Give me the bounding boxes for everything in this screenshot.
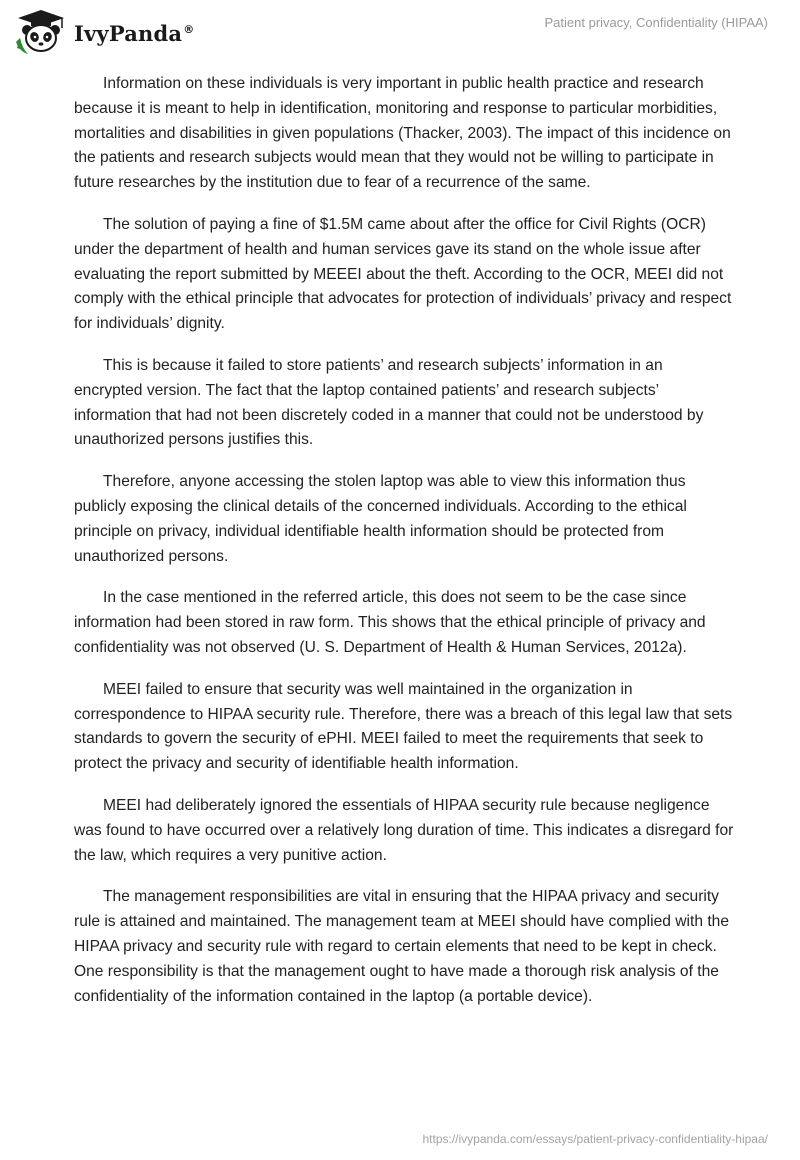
paragraph: The management responsibilities are vital in ensuring that the HIPAA privacy and security rule is attained and maintained. The management team at MEEI should have complied with the HIPAA privacy and security rule with regard to certain elements that need to be kept in check. One responsibility is that the management ought to have made a thorough risk analysis of the confidentiality of the information contained in the laptop (a portable device). [74, 888, 730, 1005]
paragraph: In the case mentioned in the referred article, this does not seem to be the case since information had been stored in raw form. This shows that the ethical principle of privacy and confidentiality was not observed (U. S. Department of Health & Human Services, 2012a). [74, 589, 706, 656]
essay-body [74, 72, 734, 1026]
paragraph: Therefore, anyone accessing the stolen laptop was able to view this information thus publicly exposing the clinical details of the concerned individuals. According to the ethical principle on privacy, individual identifiable health information should be protected from unauthorized persons. [74, 473, 687, 565]
document-title: Patient privacy, Confidentiality (HIPAA) [544, 15, 768, 30]
page-header [0, 0, 800, 64]
paragraph: This is because it failed to store patients’ and research subjects’ information in an encrypted version. The fact that the laptop contained patients’ and research subjects’ information that had not been discretely coded in a manner that could not be understood by unauthorized persons justifies this. [74, 356, 704, 449]
source-url[interactable]: https://ivypanda.com/essays/patient-privacy-confidentiality-hipaa/ [422, 1132, 768, 1146]
brand-name: IvyPanda® [74, 20, 195, 46]
paragraph: MEEI had deliberately ignored the essentials of HIPAA security rule because negligence was found to have occurred over a relatively long duration of time. This indicates a disregard for the law, which requires a very punitive action. [74, 796, 734, 864]
paragraph: MEEI failed to ensure that security was well maintained in the organization in correspondence to HIPAA security rule. Therefore, there was a breach of this legal law that sets standards to govern the security of ePHI. MEEI failed to meet the requirements that seek to protect the privacy and security of identifiable health information. [74, 680, 733, 773]
paragraph: The solution of paying a fine of $1.5M came about after the office for Civil Rights (OCR) under the department of health and human services gave its stand on the whole issue after evaluating the report submitted by MEEEI about the theft. According to the OCR, MEEI did not comply with the ethical principle that advocates for protection of individuals’ privacy and respect for individuals’ dignity. [74, 215, 732, 333]
ivypanda-logo[interactable] [14, 8, 194, 56]
paragraph: Information on these individuals is very important in public health practice and research because it is meant to help in identification, monitoring and response to particular morbidities, mortalities and disabilities in given populations (Thacker, 2003). The impact of this incidence on the patients and research subjects would mean that they would not be willing to participate in future researches by the institution due to fear of a recurrence of the same. [74, 75, 731, 192]
panda-graduate-icon [14, 8, 68, 56]
